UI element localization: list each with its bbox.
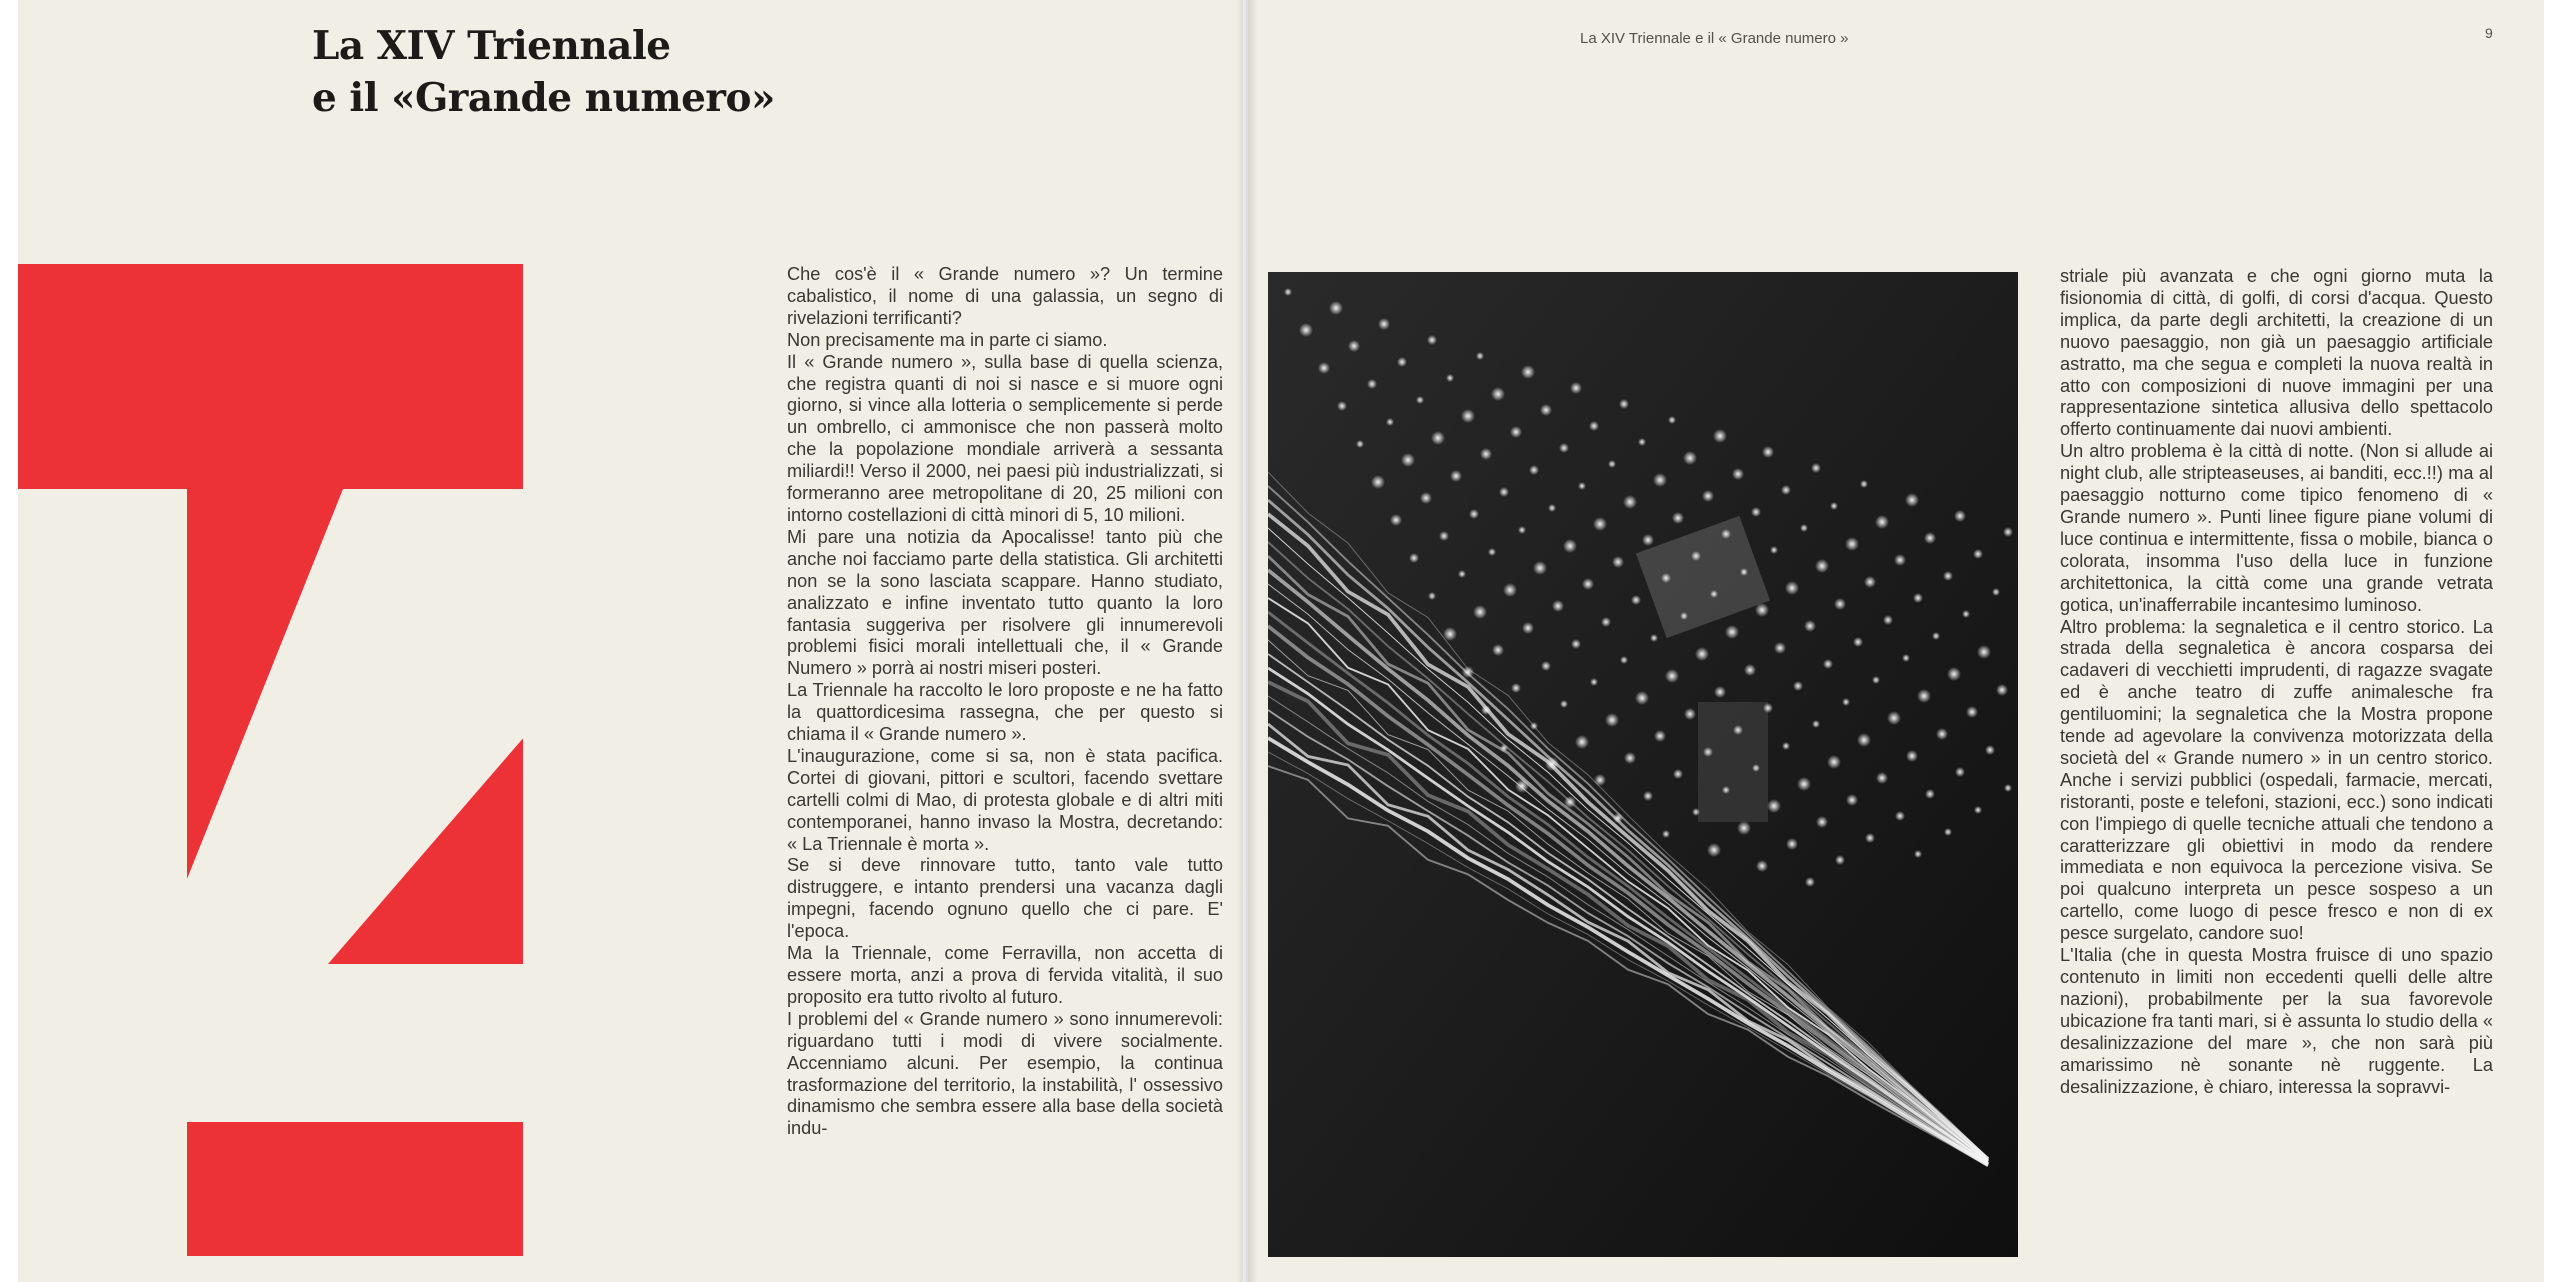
light-dot xyxy=(1707,843,1721,857)
light-dot xyxy=(1680,612,1688,620)
light-dot xyxy=(1284,288,1292,296)
light-dot xyxy=(1337,401,1347,411)
light-dot xyxy=(1461,409,1475,423)
light-dot xyxy=(1511,683,1521,693)
light-dot xyxy=(1732,468,1744,480)
light-dot xyxy=(1895,811,1905,821)
light-dot xyxy=(1756,860,1768,872)
light-dot xyxy=(2003,527,2013,537)
light-dot xyxy=(1367,379,1377,389)
logo-bar xyxy=(187,1122,523,1256)
light-dot xyxy=(1654,730,1666,742)
light-dot xyxy=(1522,622,1534,634)
light-dot xyxy=(1816,816,1828,828)
light-dot xyxy=(1469,509,1479,519)
light-dot xyxy=(1710,590,1718,598)
light-dot xyxy=(1473,605,1487,619)
light-dot xyxy=(1378,318,1390,330)
light-dot xyxy=(1521,365,1535,379)
light-dot xyxy=(1548,504,1556,512)
light-dot xyxy=(1560,700,1568,708)
light-dot xyxy=(1737,821,1751,835)
light-dot xyxy=(1962,610,1970,618)
light-dot xyxy=(1815,559,1829,573)
paragraph: Il « Grande numero », sulla base di quella scienza, che registra quanti di noi si nasce e si muore ogni giorno, si vince alla lotteria o semplicemente si perde un ombrello, ci ammonisce che non passerà molto che la popolazione mondiale arriverà a sessanta miliardi!! Verso il 2000, nei paesi più industrializzati, si formeranno aree metropolitane di 20, 25 milioni con intorno costellazioni di città minori di 5, 10 milioni. xyxy=(787,351,1223,525)
light-dot xyxy=(1812,720,1820,728)
light-dot xyxy=(1684,708,1696,720)
light-dot xyxy=(1755,603,1769,617)
light-dot xyxy=(1631,595,1641,605)
light-dot xyxy=(1476,352,1484,360)
light-dot xyxy=(1590,678,1598,686)
light-dot xyxy=(1996,684,2008,696)
light-dot xyxy=(1974,806,1982,814)
light-dot xyxy=(1954,510,1966,522)
light-dot xyxy=(1752,764,1760,772)
light-dot xyxy=(1857,733,1871,747)
light-dot xyxy=(1480,448,1492,460)
light-dot xyxy=(1439,531,1449,541)
light-dot xyxy=(1635,691,1649,705)
light-dot xyxy=(1450,470,1462,482)
light-dot xyxy=(1653,473,1667,487)
light-dot xyxy=(1876,772,1888,784)
light-dot xyxy=(1593,517,1607,531)
light-dot xyxy=(1594,774,1606,786)
article-title xyxy=(312,20,775,124)
light-dot xyxy=(1872,676,1880,684)
book-gutter xyxy=(1236,0,1258,1282)
light-dot xyxy=(1865,833,1875,843)
paragraph: L'inaugurazione, come si sa, non è stata pacifica. Cortei di giovani, pittori e scultori, facendo svettare cartelli colmi di Mao, di protesta globale e di altri miti contemporanei, hanno invaso la Mostra, decretando: « La Triennale è morta ». xyxy=(787,745,1223,854)
light-dot xyxy=(1924,532,1936,544)
light-dot xyxy=(1608,460,1616,468)
light-dot xyxy=(1416,396,1424,404)
light-dot xyxy=(1973,549,1983,559)
page-number: 9 xyxy=(2485,25,2493,41)
light-dot xyxy=(1673,769,1683,779)
light-dot xyxy=(1834,598,1846,610)
light-dot xyxy=(1864,576,1876,588)
light-dot xyxy=(1401,453,1415,467)
light-dot xyxy=(1830,502,1838,510)
light-dot xyxy=(1446,374,1454,382)
title-line-2: e il «Grande numero» xyxy=(312,75,775,121)
paragraph: Non precisamente ma in parte ci siamo. xyxy=(787,329,1108,350)
light-dot xyxy=(1905,493,1919,507)
t4-logo-icon xyxy=(18,264,523,1261)
light-dot xyxy=(1371,475,1385,489)
light-dot xyxy=(1947,667,1961,681)
light-dot xyxy=(1559,443,1569,453)
paragraph: Se si deve rinnovare tutto, tanto vale tutto distruggere, e intanto prendersi una vacanza dagli impegni, facendo ognuno quello che ci pare. E' l'epoca. xyxy=(787,855,1223,942)
light-dot xyxy=(1985,745,1995,755)
light-dot xyxy=(1966,706,1978,718)
light-dot xyxy=(1665,669,1679,683)
light-dot xyxy=(1620,656,1628,664)
light-dot xyxy=(1386,418,1394,426)
light-dot xyxy=(1827,755,1841,769)
logo-t-shape xyxy=(18,264,523,879)
light-dot xyxy=(1883,615,1893,625)
light-dot xyxy=(1793,681,1803,691)
light-dot xyxy=(1571,639,1581,649)
light-dot xyxy=(1619,399,1629,409)
light-dot xyxy=(1605,713,1619,727)
light-dot xyxy=(1390,514,1402,526)
light-dot xyxy=(1725,625,1739,639)
light-dot xyxy=(1691,551,1701,561)
light-dot xyxy=(1762,446,1774,458)
light-dot xyxy=(1713,429,1727,443)
light-dot xyxy=(1846,794,1858,806)
light-dot xyxy=(1932,632,1940,640)
light-dot xyxy=(1936,728,1948,740)
light-dot xyxy=(1510,426,1522,438)
light-dot xyxy=(1428,592,1436,600)
light-dot xyxy=(1348,340,1360,352)
paragraph: Ma la Triennale, come Ferravilla, non accetta di essere morta, anzi a prova di fervida vitalità, il suo proposito era tutto rivolto al futuro. xyxy=(787,943,1223,1007)
light-dot xyxy=(1800,524,1808,532)
light-dot xyxy=(1917,689,1931,703)
light-dot xyxy=(1642,534,1654,546)
light-dot xyxy=(1823,659,1833,669)
light-dot xyxy=(1914,850,1922,858)
light-dot xyxy=(1329,301,1343,315)
light-dot xyxy=(1427,335,1437,345)
paragraph: Mi pare una notizia da Apocalisse! tanto più che anche noi facciamo parte della statistica. Gli architetti non se la sono lasciata scappare. Hanno studiato, analizzato e infine inventato tutto quanto la loro fantasia suggeriva per risolvere gli innumerevoli problemi fisici morali intellettuali che, il « Grande Numero » porrà ai nostri miseri posteri. xyxy=(787,526,1223,679)
light-dot xyxy=(1853,637,1863,647)
light-dot xyxy=(1943,571,1953,581)
paragraph: La Triennale ha raccolto le loro proposte e ne ha fatto la quattordicesima rassegna, che per questo si chiama il « Grande numero ». xyxy=(787,680,1223,745)
light-dot xyxy=(1805,877,1815,887)
light-dot xyxy=(1397,357,1407,367)
light-dot xyxy=(1842,698,1850,706)
light-dot xyxy=(1786,838,1798,850)
paragraph: I problemi del « Grande numero » sono innumerevoli: riguardano tutti i modi di vivere socialmente. Accenniamo alcuni. Per esempio, la continua trasformazione del territorio, la instabilità, l' ossessivo dinamismo che sembra essere alla base della società indu- xyxy=(787,1008,1223,1139)
light-dot xyxy=(1570,382,1582,394)
light-dot xyxy=(1774,642,1786,654)
light-dot xyxy=(1763,703,1773,713)
right-text-column xyxy=(2060,266,2493,1098)
night-lights-photo xyxy=(1268,272,2018,1257)
light-dot xyxy=(1661,573,1671,583)
light-dot xyxy=(1894,554,1906,566)
light-dot xyxy=(1409,553,1419,563)
light-dot xyxy=(1902,654,1910,662)
light-dot xyxy=(1431,431,1445,445)
light-dot xyxy=(1944,828,1952,836)
light-dot xyxy=(1992,588,2000,596)
light-dot xyxy=(1589,421,1599,431)
light-dot xyxy=(1835,855,1845,865)
light-dot xyxy=(1575,735,1589,749)
light-dot xyxy=(1683,451,1697,465)
light-dot xyxy=(1541,661,1551,671)
light-dot xyxy=(1797,777,1811,791)
light-dot xyxy=(1714,686,1726,698)
light-dot xyxy=(1692,808,1700,816)
light-dot xyxy=(1624,752,1636,764)
light-dot xyxy=(1887,711,1901,725)
light-dot xyxy=(1770,546,1778,554)
light-dot xyxy=(1804,620,1816,632)
light-dot xyxy=(1638,438,1646,446)
logo-triangle xyxy=(328,736,523,964)
light-dot xyxy=(1740,568,1748,576)
light-dot xyxy=(1356,440,1364,448)
light-dot xyxy=(1695,647,1709,661)
light-dot xyxy=(1318,362,1330,374)
light-dot xyxy=(1601,617,1611,627)
light-dot xyxy=(1955,767,1965,777)
paragraph: Altro problema: la segnaletica e il centro storico. La strada della segnaletica è ancora cosparsa dei cadaveri di vecchietti imprudenti, di ragazze svagate ed è anche teatro di zuffe animalesche fra gentiluomini; la segnaletica che la Mostra propone tende ad agevolare la convivenza motorizzata della società del « Grande numero » in un centro storico. Anche i servizi pubblici (ospedali, farmacie, mercati, ristoranti, poste e telefoni, stazioni, ecc.) sono indicati con l'impiego di quelle tecniche attuali che tendono a caratterizzare gli obiettivi in modo da rendere immediata e non equivoca la percezione visiva. Se poi qualcuno interpreta un pesce sospeso a un cartello, come luogo di pesce fresco e non di ex pesce surgelato, candore suo! xyxy=(2060,616,2493,944)
light-dot xyxy=(1785,581,1799,595)
left-text-column xyxy=(787,264,1223,1140)
light-dot xyxy=(1518,526,1526,534)
light-dot xyxy=(1782,742,1790,750)
light-dot xyxy=(1623,495,1637,509)
light-dot xyxy=(1643,791,1653,801)
light-dot xyxy=(1722,786,1730,794)
light-dot xyxy=(1751,507,1761,517)
light-dot xyxy=(1913,593,1923,603)
light-dot xyxy=(1860,480,1868,488)
light-dot xyxy=(1299,323,1313,337)
light-dot xyxy=(1578,482,1586,490)
running-head: La XIV Triennale e il « Grande numero » xyxy=(1580,30,1849,47)
light-dot xyxy=(1744,664,1756,676)
light-dot xyxy=(1552,600,1564,612)
light-dot xyxy=(1925,789,1935,799)
light-dot xyxy=(1811,463,1821,473)
light-dot xyxy=(1540,404,1552,416)
light-dot xyxy=(1875,515,1889,529)
light-dot xyxy=(1582,578,1594,590)
light-dot xyxy=(1420,492,1432,504)
paragraph: striale più avanzata e che ogni giorno muta la fisionomia di città, di golfi, di corsi d'acqua. Questo implica, da parte degli architetti, la creazione di un nuovo paesaggio, non già un paesaggio artificiale astratto, ma che segua e completi la nuova realtà in atto con composizioni di nuove immagini per una rappresentazione sintetica allusiva dello spettacolo offerto continuamente dai nuovi ambienti. xyxy=(2060,266,2493,440)
light-dot xyxy=(1650,634,1658,642)
light-dot xyxy=(1529,465,1539,475)
light-dot xyxy=(1781,485,1791,495)
light-dot xyxy=(1662,830,1670,838)
light-dot xyxy=(1703,747,1713,757)
title-line-1: La XIV Triennale xyxy=(312,23,671,69)
light-dot xyxy=(1767,799,1781,813)
light-dot xyxy=(1733,725,1743,735)
light-dot xyxy=(1977,645,1991,659)
light-dot xyxy=(1845,537,1859,551)
light-dot xyxy=(1488,548,1496,556)
light-dot xyxy=(1702,490,1714,502)
light-dot xyxy=(1458,570,1466,578)
light-dot xyxy=(1563,539,1577,553)
paragraph: Che cos'è il « Grande numero »? Un termine cabalistico, il nome di una galassia, un segno di rivelazioni terrificanti? xyxy=(787,264,1223,328)
light-dot xyxy=(1721,529,1731,539)
light-dot xyxy=(1672,512,1684,524)
light-dot xyxy=(1491,387,1505,401)
paragraph: L'Italia (che in questa Mostra fruisce di uno spazio contenuto in limiti non eccedenti quelli delle altre nazioni), probabilmente per la sua favorevole ubicazione fra tanti mari, si è assunta lo studio della « desalinizzazione del mare », che non sarà più amarissimo nè sonante nè ruggente. La desalinizzazione, è chiaro, interessa la sopravvi- xyxy=(2060,945,2493,1097)
paragraph: Un altro problema è la città di notte. (Non si allude ai night club, alle stripteaseuses, ai banditi, ecc.!!) ma al paesaggio notturno come tipico fenomeno di « Grande numero ». Punti linee figure piane volumi di luce continua e intermittente, fissa o mobile, bianca o colorata, insomma l'uso della luce in funzione architettonica, la città come una grande vetrata gotica, un'inafferrabile incantesimo luminoso. xyxy=(2060,441,2493,615)
light-dot xyxy=(1906,750,1918,762)
light-dot xyxy=(1499,487,1509,497)
light-dot xyxy=(1668,416,1676,424)
light-dot xyxy=(1612,556,1624,568)
light-dot xyxy=(2004,784,2012,792)
light-dot xyxy=(1492,644,1504,656)
light-dot xyxy=(1503,583,1517,597)
light-dot xyxy=(1533,561,1547,575)
